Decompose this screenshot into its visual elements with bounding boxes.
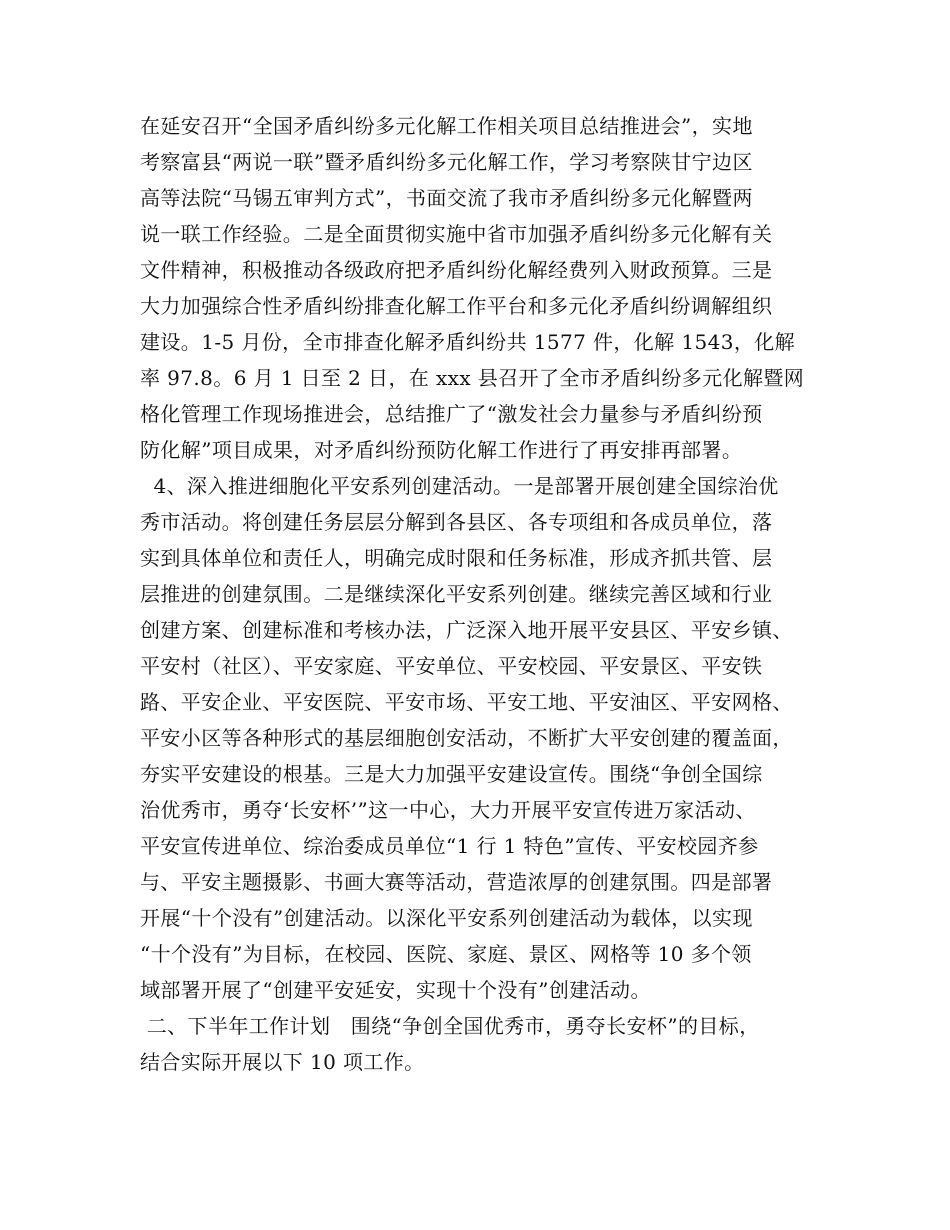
text-line: 在延安召开“全国矛盾纠纷多元化解工作相关项目总结推进会”，实地 — [140, 114, 753, 138]
text-line: 开展“十个没有”创建活动。以深化平安系列创建活动为载体，以实现 — [140, 906, 753, 930]
text-line: 实到具体单位和责任人，明确完成时限和任务标准，形成齐抓共管、层 — [140, 546, 773, 570]
text-line: 与、平安主题摄影、书画大赛等活动，营造浓厚的创建氛围。四是部署 — [140, 870, 773, 894]
text-line: 平安宣传进单位、综治委成员单位“1 行 1 特色”宣传、平安校园齐参 — [140, 834, 759, 858]
text-line: 二、下半年工作计划 围绕“争创全国优秀市，勇夺长安杯”的目标， — [140, 1014, 760, 1038]
text-line: 文件精神，积极推动各级政府把矛盾纠纷化解经费列入财政预算。三是 — [140, 258, 773, 282]
text-line: 考察富县“两说一联”暨矛盾纠纷多元化解工作，学习考察陕甘宁边区 — [140, 150, 753, 174]
text-line: 夯实平安建设的根基。三是大力加强平安建设宣传。围绕“争创全国综 — [140, 762, 763, 786]
text-line: 路、平安企业、平安医院、平安市场、平安工地、平安油区、平安网格、 — [140, 690, 793, 714]
text-line: 4、深入推进细胞化平安系列创建活动。一是部署开展创建全国综治优 — [140, 474, 779, 498]
text-line: 防化解”项目成果，对矛盾纠纷预防化解工作进行了再安排再部署。 — [140, 438, 743, 462]
text-line: 创建方案、创建标准和考核办法，广泛深入地开展平安县区、平安乡镇、 — [140, 618, 793, 642]
text-line: 建设。1-5 月份，全市排查化解矛盾纠纷共 1577 件，化解 1543，化解 — [140, 330, 796, 354]
text-line: 秀市活动。将创建任务层层分解到各县区、各专项组和各成员单位，落 — [140, 510, 773, 534]
body-text — [140, 108, 830, 1080]
text-line: 治优秀市，勇夺‘长安杯’”这一中心，大力开展平安宣传进万家活动、 — [140, 798, 756, 822]
text-line: 格化管理工作现场推进会，总结推广了“激发社会力量参与矛盾纠纷预 — [140, 402, 763, 426]
text-line: 高等法院“马锡五审判方式”，书面交流了我市矛盾纠纷多元化解暨两 — [140, 186, 753, 210]
text-line: 率 97.8。6 月 1 日至 2 日，在 xxx 县召开了全市矛盾纠纷多元化解暨网 — [140, 366, 805, 390]
text-line: 说一联工作经验。二是全面贯彻实施中省市加强矛盾纠纷多元化解有关 — [140, 222, 773, 246]
text-line: 大力加强综合性矛盾纠纷排查化解工作平台和多元化矛盾纠纷调解组织 — [140, 294, 773, 318]
text-line: 结合实际开展以下 10 项工作。 — [140, 1050, 425, 1074]
text-line: “十个没有”为目标，在校园、医院、家庭、景区、网格等 10 多个领 — [140, 942, 752, 966]
text-line: 平安小区等各种形式的基层细胞创安活动，不断扩大平安创建的覆盖面， — [140, 726, 793, 750]
text-line: 层推进的创建氛围。二是继续深化平安系列创建。继续完善区域和行业 — [140, 582, 773, 606]
text-line: 平安村（社区）、平安家庭、平安单位、平安校园、平安景区、平安铁 — [140, 654, 763, 678]
text-line: 域部署开展了“创建平安延安，实现十个没有”创建活动。 — [140, 978, 651, 1002]
